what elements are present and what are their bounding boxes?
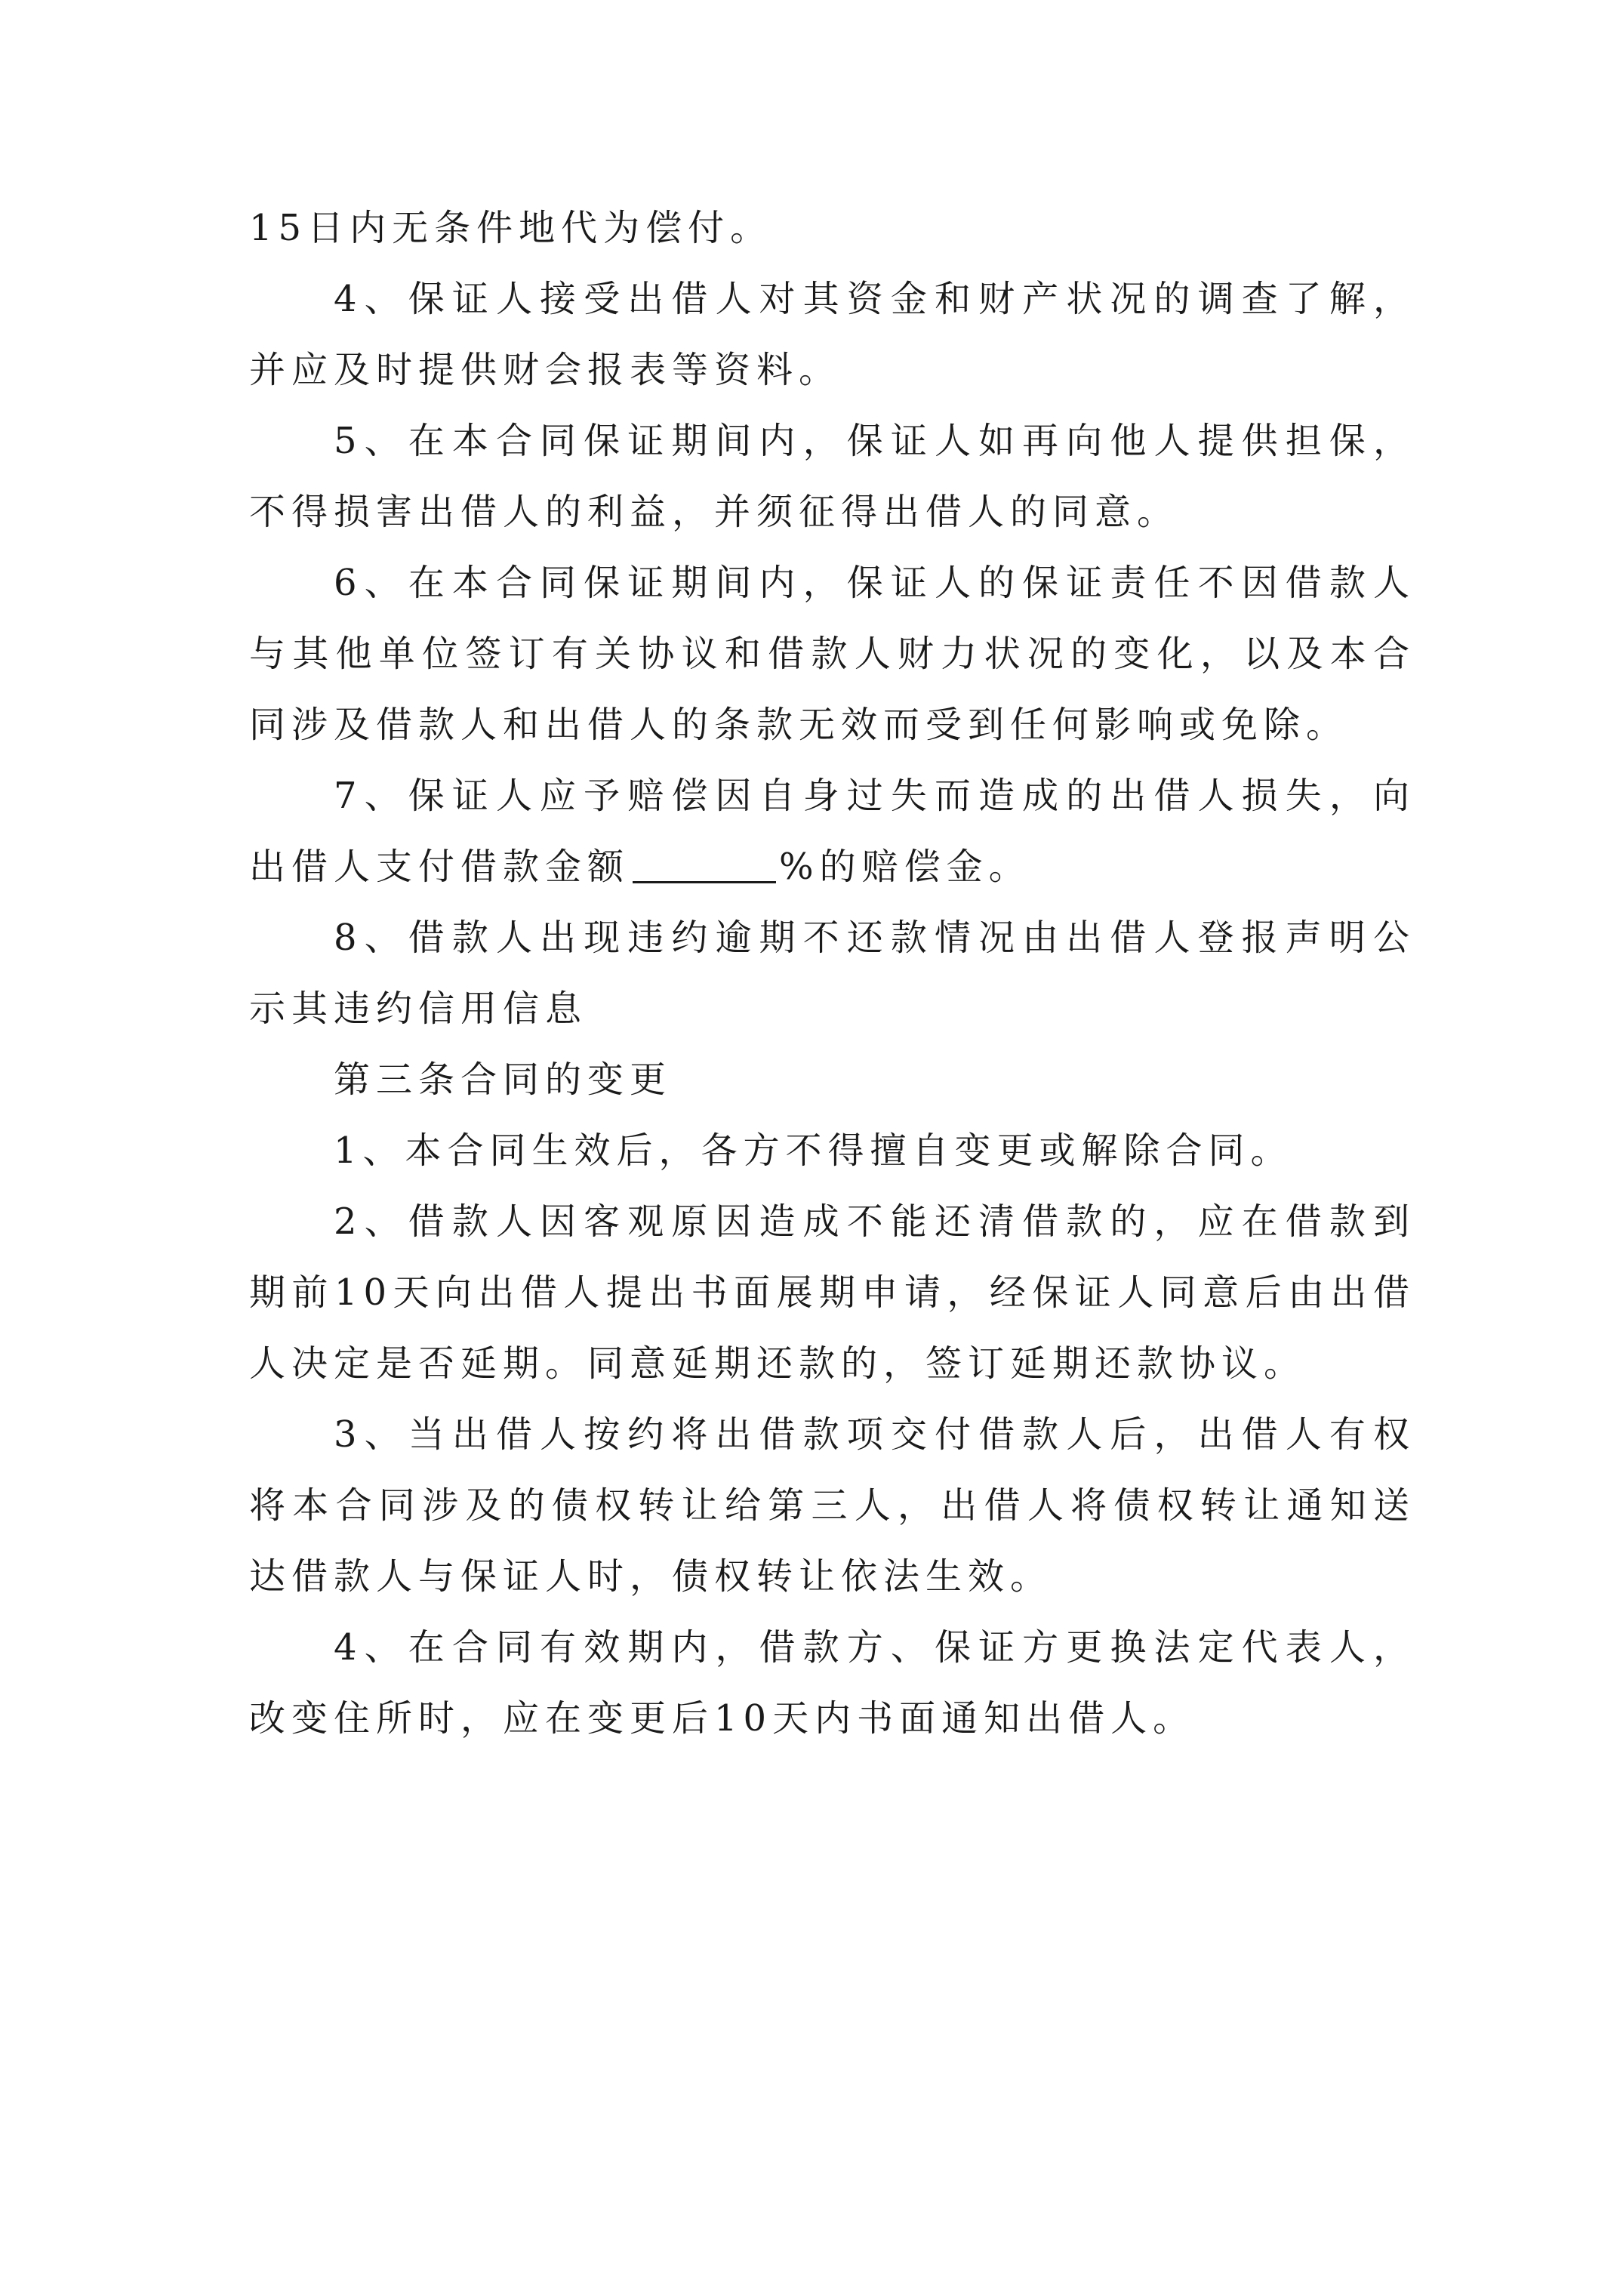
clause-7-text-before: 7、保证人应予赔偿因自身过失而造成的出借人损失，向出借人支付借款金额: [249, 775, 1415, 888]
clause-7-text-after: %的赔偿金。: [779, 846, 1031, 888]
clause-7: [249, 760, 1415, 902]
article-3-clause-1: 1、本合同生效后，各方不得擅自变更或解除合同。: [334, 1130, 1293, 1172]
section-heading-article-3: 第三条合同的变更: [334, 1059, 673, 1101]
paragraph-continuation: 15日内无条件地代为偿付。: [249, 207, 773, 249]
clause-6: 6、在本合同保证期间内，保证人的保证责任不因借款人与其他单位签订有关协议和借款人财力状况的变化，以及本合同涉及借款人和出借人的条款无效而受到任何影响或免除。: [249, 562, 1415, 746]
clause-5: 5、在本合同保证期间内，保证人如再向他人提供担保，不得损害出借人的利益，并须征得出借人的同意。: [249, 420, 1415, 533]
article-3-clause-3: 3、当出借人按约将出借款项交付借款人后，出借人有权将本合同涉及的债权转让给第三人，出借人将债权转让通知送达借款人与保证人时，债权转让依法生效。: [249, 1413, 1415, 1598]
document-body: [249, 193, 1415, 1754]
article-3-clause-4: 4、在合同有效期内，借款方、保证方更换法定代表人，改变住所时，应在变更后10天内书面通知出借人。: [249, 1626, 1415, 1740]
clause-4: 4、保证人接受出借人对其资金和财产状况的调查了解，并应及时提供财会报表等资料。: [249, 278, 1415, 391]
fill-in-blank: [633, 846, 776, 883]
clause-8: 8、借款人出现违约逾期不还款情况由出借人登报声明公示其违约信用信息: [249, 917, 1415, 1030]
article-3-clause-2: 2、借款人因客观原因造成不能还清借款的，应在借款到期前10天向出借人提出书面展期申请，经保证人同意后由出借人决定是否延期。同意延期还款的，签订延期还款协议。: [249, 1200, 1415, 1385]
